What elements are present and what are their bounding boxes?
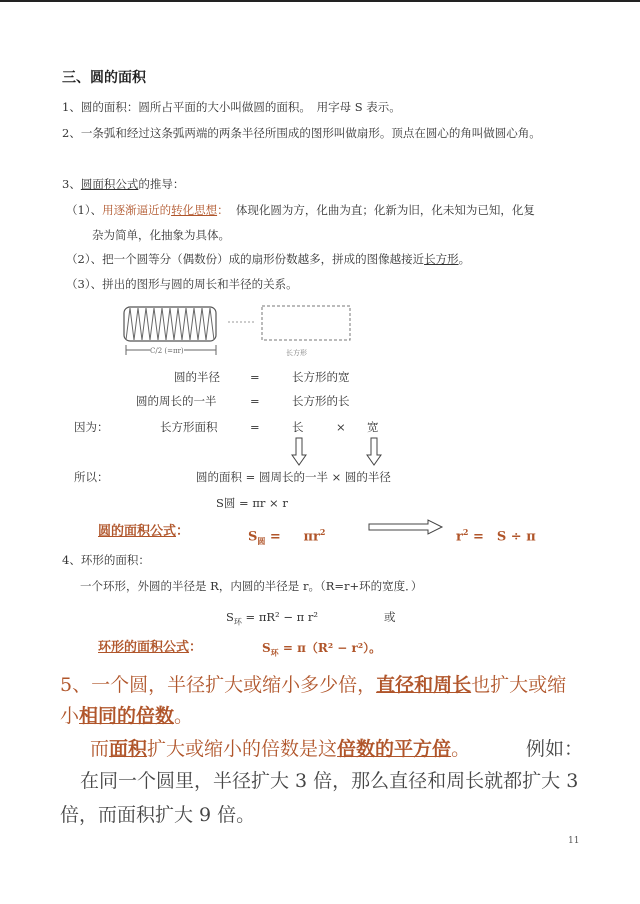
relation-2-left: 圆的周长的一半 <box>136 394 217 408</box>
example-label: 例如： <box>526 738 584 760</box>
because-b: 宽 <box>367 420 379 434</box>
p6-underlined-1: 面积 <box>109 738 148 760</box>
paragraph-5 <box>60 673 566 697</box>
paragraph-7: 在同一个圆里，半径扩大 3 倍，那么直径和周长就都扩大 3 <box>80 770 579 792</box>
relation-1-left: 圆的半径 <box>174 370 220 384</box>
because-eq: = <box>250 420 260 434</box>
paragraph-4: 4、环形的面积： <box>62 553 150 567</box>
p5-underlined-1: 直径和周长 <box>376 674 472 696</box>
step-1 <box>66 203 535 217</box>
paragraph-1: 1、圆的面积：圆所占平面的大小叫做圆的面积。 用字母 S 表示。 <box>62 100 401 114</box>
ring-formula-1 <box>226 610 318 629</box>
section-title: 三、圆的面积 <box>62 70 146 86</box>
inverse-formula: = S ÷ π <box>472 529 536 545</box>
p6-b: 扩大或缩小的倍数是这 <box>147 738 338 760</box>
p5-a: 5、一个圆，半径扩大或缩小多少倍， <box>60 674 377 696</box>
r-squared: r <box>456 529 463 545</box>
p6-c: 。 <box>451 738 471 760</box>
ring-sub: 环 <box>233 617 242 627</box>
down-arrow-icon <box>367 438 381 465</box>
so-text: 圆的面积 = 圆周长的一半 × 圆的半径 <box>196 470 391 484</box>
step-2-text: （2）、把一个圆等分（偶数份）成的扇形份数越多，拼成的图像越接近 <box>66 252 425 266</box>
ring2-rhs: = π（R² − r²）。 <box>282 641 382 655</box>
formula-s: S <box>248 529 258 545</box>
r-squared-sup: 2 <box>462 527 469 537</box>
step-2-end: 。 <box>458 252 471 266</box>
so-label: 所以： <box>74 470 109 484</box>
p3-suffix: 的推导： <box>138 177 185 191</box>
ring2-s: S <box>262 641 271 655</box>
p5-d: 。 <box>174 705 194 727</box>
ring-label-colon: ： <box>189 640 203 655</box>
step-3: （3）、拼出的图形与圆的周长和半径的关系。 <box>66 277 298 291</box>
step-1-label: （1）、 <box>66 203 103 217</box>
formula-sub: 圆 <box>257 535 266 546</box>
ring-or: 或 <box>384 610 396 624</box>
p3-prefix: 3、 <box>62 177 81 191</box>
step-2 <box>66 252 470 266</box>
ring-area-formula <box>262 640 381 660</box>
ring-area-formula-label <box>98 640 202 656</box>
paragraph-3 <box>62 177 184 191</box>
formula-sup: 2 <box>319 527 326 537</box>
circle-area-formula <box>248 524 325 549</box>
because-label: 因为： <box>74 420 109 434</box>
figure-rect-label: 长方形 <box>286 349 307 357</box>
step-1-red-underlined: 转化思想 <box>171 203 218 217</box>
p6-a: 而 <box>90 738 110 760</box>
ring-rhs: = πR² − π r² <box>245 610 318 624</box>
p3-underlined: 圆面积公式 <box>80 177 139 191</box>
down-arrows <box>290 437 400 467</box>
page-number: 11 <box>568 836 580 846</box>
because-times: × <box>336 420 346 434</box>
step-1-cont: 杂为简单，化抽象为具体。 <box>92 228 230 242</box>
ring2-sub: 环 <box>270 647 279 658</box>
ring-s: S <box>226 610 234 624</box>
p5-b: 也扩大或缩 <box>471 674 567 696</box>
step-1-colon: ： <box>217 203 229 217</box>
ring-description: 一个环形，外圆的半径是 R，内圆的半径是 r。（R=r+环的宽度．） <box>80 579 423 593</box>
paragraph-8: 倍，而面积扩大 9 倍。 <box>60 804 256 826</box>
p5-underlined-2: 相同的倍数 <box>79 705 175 727</box>
figure-dimension-label: C/2 (=πr) <box>150 344 184 358</box>
s-circle-formula: S圆 = πr × r <box>216 496 288 510</box>
relation-2-right: 长方形的长 <box>292 394 350 408</box>
paragraph-6 <box>90 737 470 761</box>
p6-underlined-2: 倍数的平方倍 <box>337 738 452 760</box>
down-arrow-icon <box>292 438 306 465</box>
because-a: 长 <box>292 420 304 434</box>
paragraph-5-cont <box>60 704 193 728</box>
ring-label-text: 环形的面积公式 <box>98 640 190 655</box>
step-1-red: 用逐渐逼近的 <box>102 203 172 217</box>
relation-1-eq: = <box>250 370 260 384</box>
radius-squared-formula <box>456 524 536 545</box>
formula-rhs: πr <box>303 529 320 545</box>
p5-c: 小 <box>60 705 80 727</box>
step-2-underlined: 长方形 <box>424 252 459 266</box>
right-arrow-icon <box>368 519 444 535</box>
because-left: 长方形面积 <box>160 420 218 434</box>
formula-eq: = <box>269 529 281 545</box>
relation-2-eq: = <box>250 394 260 408</box>
paragraph-2: 2、一条弧和经过这条弧两端的两条半径所围成的图形叫做扇形。顶点在圆心的角叫做圆心角。 <box>62 126 541 140</box>
top-border <box>0 0 640 2</box>
step-1-text: 体现化圆为方，化曲为直；化新为旧，化未知为已知，化复 <box>235 203 535 217</box>
circle-area-formula-label <box>98 524 189 540</box>
formula-label-colon: ： <box>176 524 190 539</box>
relation-1-right: 长方形的宽 <box>292 370 350 384</box>
formula-label-text: 圆的面积公式 <box>98 524 177 539</box>
